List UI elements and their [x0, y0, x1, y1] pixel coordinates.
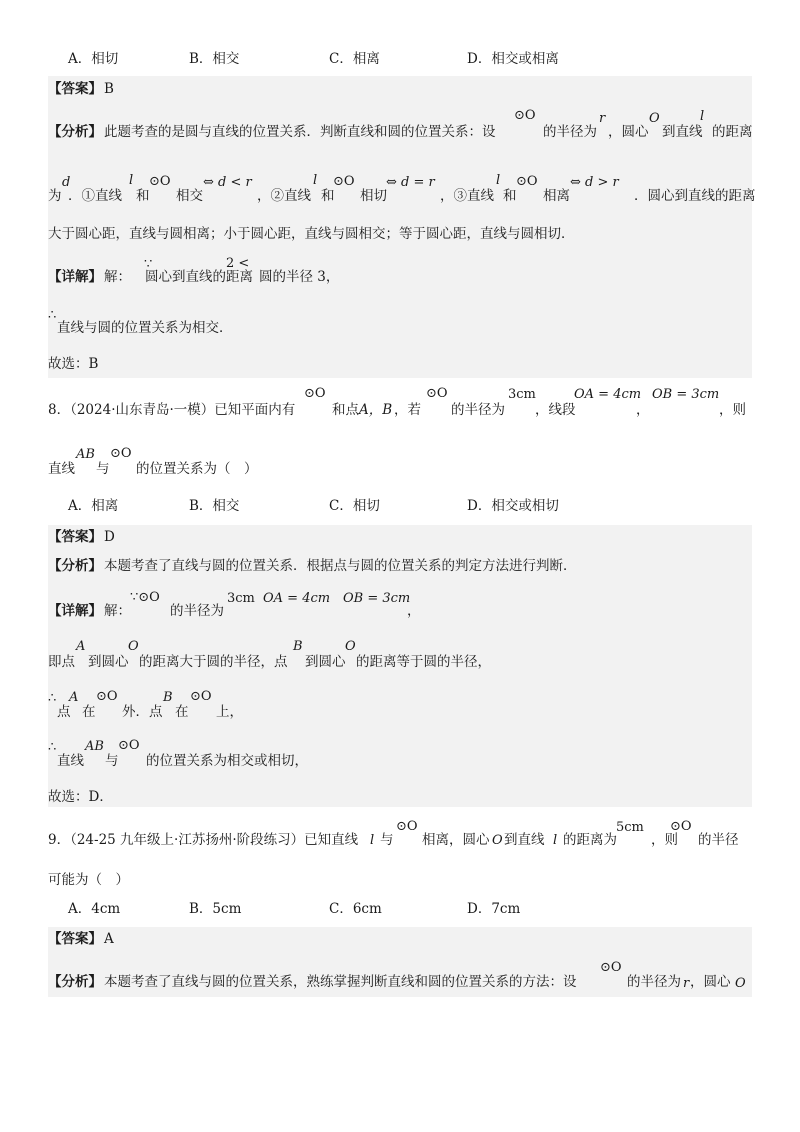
q7-analysis-text: 的距离 [712, 124, 753, 140]
math-circle-o: ⊙O [110, 446, 132, 461]
q8-answer: D [104, 529, 115, 545]
math-o: O [735, 976, 746, 991]
q8-detail-text: 点 [57, 704, 71, 720]
q9-stem: 相离，圆心 [422, 832, 490, 848]
q8-stem: ， [636, 402, 650, 418]
math-circle-o: ⊙O [96, 689, 118, 704]
q8-detail-text: 的距离大于圆的半径，点 [139, 654, 288, 670]
q8-detail-text: 到圆心 [88, 654, 129, 670]
q8-option-d: D．相交或相切 [467, 498, 559, 514]
math-therefore: ∴ [48, 740, 57, 755]
math-oa: OA = 4cm [263, 591, 331, 606]
q7-detail-tag: 【详解】 [48, 269, 102, 285]
math-therefore: ∴ [48, 691, 57, 706]
math-because-circle: ∵⊙O [130, 590, 160, 605]
math-circle-o: ⊙O [333, 174, 355, 189]
q8-detail-text: 与 [105, 753, 119, 769]
q9-analysis-text: 的半径为 [627, 974, 681, 990]
math-because: ∵ [144, 257, 153, 272]
q9-stem: 的距离为 [563, 832, 617, 848]
q8-stem: 直线 [48, 461, 75, 477]
q8-stem: ，若 [394, 402, 421, 418]
math-ob: OB = 3cm [652, 387, 720, 402]
math-three-cm: 3cm [227, 591, 255, 606]
math-circle-o: ⊙O [149, 174, 171, 189]
q7-option-b: B．相交 [189, 51, 240, 67]
math-two-lt: 2 < [226, 256, 250, 271]
q9-stem: 与 [380, 832, 394, 848]
math-o: O [492, 833, 503, 848]
math-three-cm: 3cm [508, 387, 536, 402]
q8-stem: 和点 [332, 402, 359, 418]
math-o: O [649, 111, 660, 126]
q7-answer-tag: 【答案】 [48, 81, 102, 97]
math-ob: OB = 3cm [343, 591, 411, 606]
q8-option-b: B．相交 [189, 498, 240, 514]
q9-option-b: B．5cm [189, 901, 242, 917]
q7-analysis-text: 到直线 [662, 124, 703, 140]
math-b: B [293, 639, 303, 654]
math-circle-o: ⊙O [304, 386, 326, 401]
math-relation-eq: ⇔ d = r [386, 175, 435, 190]
math-ab: AB [85, 739, 104, 754]
q8-stem: ，线段 [535, 402, 576, 418]
q8-detail-text: 即点 [48, 654, 75, 670]
q8-option-c: C．相切 [329, 498, 380, 514]
q8-detail-text: 的位置关系为相交或相切， [146, 753, 308, 769]
q7-analysis-tag: 【分析】 [48, 124, 102, 140]
q8-detail-text: 外．点 [122, 704, 163, 720]
q8-detail-text: 解： [104, 603, 131, 619]
math-l: l [496, 173, 501, 188]
q9-answer: A [104, 931, 114, 947]
q7-option-d: D．相交或相离 [467, 51, 559, 67]
q8-analysis-text: 本题考查了直线与圆的位置关系．根据点与圆的位置关系的判定方法进行判断． [104, 558, 577, 574]
math-a: A [69, 690, 79, 705]
q9-analysis-tag: 【分析】 [48, 974, 102, 990]
q7-detail-text: 直线与圆的位置关系为相交． [57, 320, 233, 336]
q8-detail-text: 的距离等于圆的半径， [356, 654, 491, 670]
q9-stem: 的半径 [698, 832, 739, 848]
q9-stem: 可能为（ ） [48, 872, 129, 888]
q7-analysis-text: ，③直线 [440, 188, 494, 204]
q8-stem-points: A，B [359, 402, 393, 418]
q7-analysis-text: 为 [48, 188, 62, 204]
q7-option-a: A．相切 [68, 51, 119, 67]
q8-option-a: A．相离 [68, 498, 119, 514]
math-relation-gt: ⇔ d > r [570, 175, 619, 190]
q7-analysis-text: 和 [321, 188, 335, 204]
q7-detail-text: 解： [104, 269, 131, 285]
math-circle-o: ⊙O [514, 108, 536, 123]
q7-analysis-text: 和 [503, 188, 517, 204]
q7-detail-text: 圆的半径 3， [259, 269, 340, 285]
q7-analysis-text: 此题考查的是圆与直线的位置关系．判断直线和圆的位置关系：设 [104, 124, 496, 140]
q8-detail-text: 上， [216, 704, 243, 720]
q7-analysis-text: ，圆心 [608, 124, 649, 140]
math-circle-o: ⊙O [118, 738, 140, 753]
math-r: r [683, 976, 690, 991]
q9-option-c: C．6cm [329, 901, 382, 917]
q7-analysis-text: 的半径为 [543, 124, 597, 140]
math-ab: AB [76, 447, 95, 462]
math-therefore: ∴ [48, 308, 57, 323]
math-b: B [163, 690, 173, 705]
q7-analysis-text: ．①直线 [68, 188, 122, 204]
math-d: d [62, 175, 71, 190]
q7-option-c: C．相离 [329, 51, 380, 67]
math-l: l [129, 173, 134, 188]
q8-detail-text: 到圆心 [305, 654, 346, 670]
q9-stem: 9．（24-25 九年级上·江苏扬州·阶段练习）已知直线 [48, 832, 359, 848]
math-five-cm: 5cm [616, 820, 644, 835]
q8-stem: 的半径为 [451, 402, 505, 418]
q7-analysis-text: ，②直线 [257, 188, 311, 204]
math-oa: OA = 4cm [574, 387, 642, 402]
math-circle-o: ⊙O [600, 960, 622, 975]
q9-stem: 到直线 [504, 832, 545, 848]
q8-stem: 与 [96, 461, 110, 477]
math-circle-o: ⊙O [190, 689, 212, 704]
math-o: O [128, 639, 139, 654]
q9-answer-tag: 【答案】 [48, 931, 102, 947]
math-r: r [599, 111, 606, 126]
q8-detail-text: 直线 [57, 753, 84, 769]
q7-analysis-text: 相交 [176, 188, 203, 204]
math-l: l [553, 833, 558, 848]
math-l: l [370, 833, 375, 848]
q7-conclusion: 故选：B [48, 356, 99, 372]
q9-option-d: D．7cm [467, 901, 521, 917]
q7-analysis-text: 和 [136, 188, 150, 204]
q7-analysis-text: ．圆心到直线的距离 [634, 188, 756, 204]
q7-answer: B [104, 81, 114, 97]
q8-detail-tag: 【详解】 [48, 603, 102, 619]
q9-analysis-text: 本题考查了直线与圆的位置关系，熟练掌握判断直线和圆的位置关系的方法：设 [104, 974, 577, 990]
q8-stem: 的位置关系为（ ） [136, 461, 258, 477]
q7-analysis-text: 相切 [360, 188, 387, 204]
math-circle-o: ⊙O [670, 819, 692, 834]
q9-analysis-text: ，圆心 [690, 974, 731, 990]
q8-answer-tag: 【答案】 [48, 529, 102, 545]
q9-stem: ，则 [651, 832, 678, 848]
math-relation-lt: ⇔ d < r [203, 175, 252, 190]
q8-stem: 8．（2024·山东青岛·一模）已知平面内有 [48, 402, 296, 418]
q7-analysis-text: 相离 [543, 188, 570, 204]
math-l: l [700, 109, 705, 124]
q8-analysis-tag: 【分析】 [48, 558, 102, 574]
q8-detail-text: 在 [82, 704, 96, 720]
math-a: A [76, 639, 86, 654]
q8-detail-text: 的半径为 [170, 603, 224, 619]
math-o: O [345, 639, 356, 654]
q8-conclusion: 故选：D． [48, 789, 113, 805]
q8-stem: ，则 [719, 402, 746, 418]
q7-analysis-text: 大于圆心距，直线与圆相离；小于圆心距，直线与圆相交；等于圆心距，直线与圆相切． [48, 226, 575, 242]
math-l: l [313, 173, 318, 188]
math-circle-o: ⊙O [516, 174, 538, 189]
math-circle-o: ⊙O [426, 386, 448, 401]
q8-detail-text: ， [407, 603, 421, 619]
math-circle-o: ⊙O [396, 819, 418, 834]
q8-detail-text: 在 [175, 704, 189, 720]
q7-detail-text: 圆心到直线的距离 [145, 269, 253, 285]
q9-option-a: A．4cm [68, 901, 121, 917]
